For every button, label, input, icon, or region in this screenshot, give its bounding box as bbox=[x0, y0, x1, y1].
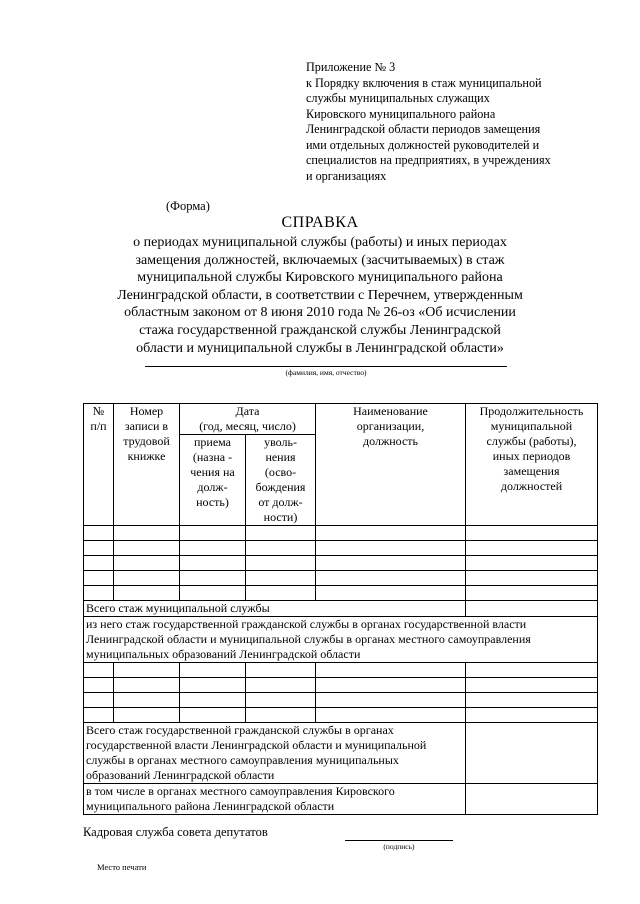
header-num-text: № п/п bbox=[90, 404, 107, 433]
document-title: СПРАВКА bbox=[281, 214, 359, 231]
header-date bbox=[180, 404, 316, 435]
header-org-text: Наименование организации, должность bbox=[353, 404, 428, 448]
annex-line: Ленинградской области периодов замещения bbox=[306, 122, 541, 136]
header-record bbox=[114, 404, 180, 526]
form-label: (Форма) bbox=[166, 199, 210, 213]
table-row bbox=[84, 556, 598, 571]
annex-block bbox=[306, 60, 596, 184]
table-row bbox=[84, 693, 598, 708]
header-end bbox=[246, 435, 316, 526]
fio-caption: (фамилия, имя, отчество) bbox=[285, 368, 367, 377]
table-row bbox=[84, 663, 598, 678]
kirov-local-row bbox=[84, 784, 598, 815]
table-row bbox=[84, 571, 598, 586]
subtitle-line: области и муниципальной службы в Ленинградской области» bbox=[136, 340, 504, 356]
document-subtitle bbox=[0, 234, 640, 357]
signature-line bbox=[345, 840, 453, 841]
state-section-text: из него стаж государственной гражданской службы в органах государственной власти Ленинградской области и муниципальной службы в органах местного самоуправления муниципальных образований Ленинградской области bbox=[86, 617, 531, 661]
header-date-text: Дата (год, месяц, число) bbox=[199, 404, 296, 433]
total-state-text: Всего стаж государственной гражданской службы в органах государственной власти Ленинградской области и муниципальной службы в органах местного самоуправления муниципальных образований Ленинградской области bbox=[86, 723, 427, 782]
annex-line: к Порядку включения в стаж муниципальной bbox=[306, 75, 542, 90]
state-section-header bbox=[84, 617, 598, 663]
header-org bbox=[316, 404, 466, 526]
total-municipal-label: Всего стаж муниципальной службы bbox=[84, 601, 466, 617]
total-state-value bbox=[466, 723, 598, 784]
table-row bbox=[84, 586, 598, 601]
table-row bbox=[84, 526, 598, 541]
fio-line bbox=[145, 366, 507, 367]
signature-caption: (подпись) bbox=[383, 842, 415, 851]
subtitle-line: областным законом от 8 июня 2010 года № 26-оз «Об исчислении bbox=[124, 305, 516, 321]
hr-service-label: Кадровая служба совета депутатов bbox=[83, 825, 268, 839]
subtitle-line: о периодах муниципальной службы (работы) и иных периодах bbox=[133, 235, 507, 250]
annex-line: Кировского муниципального района bbox=[306, 106, 496, 121]
seal-place-label: Место печати bbox=[97, 862, 147, 872]
header-num bbox=[84, 404, 114, 526]
subtitle-line: замещения должностей, включаемых (засчитываемых) в стаж bbox=[135, 252, 505, 268]
table-row bbox=[84, 541, 598, 556]
header-record-text: Номер записи в трудовой книжке bbox=[123, 404, 170, 463]
table-row bbox=[84, 708, 598, 723]
annex-line: ими отдельных должностей руководителей и bbox=[306, 137, 540, 152]
header-duration bbox=[466, 404, 598, 526]
annex-line: Приложение № 3 bbox=[306, 60, 396, 74]
header-end-text: уволь- нения (осво- бождения от долж- ности) bbox=[255, 435, 306, 524]
total-municipal-value bbox=[466, 601, 598, 617]
subtitle-line: муниципальной службы Кировского муниципального района bbox=[137, 270, 503, 286]
subtitle-line: стажа государственной гражданской службы Ленинградской bbox=[139, 322, 501, 338]
annex-line: специалистов на предприятиях, в учреждениях bbox=[306, 153, 551, 167]
total-state-row bbox=[84, 723, 598, 784]
kirov-local-text: в том числе в органах местного самоуправления Кировского муниципального района Ленинградской области bbox=[86, 784, 395, 813]
annex-line: и организациях bbox=[306, 168, 387, 183]
total-municipal-row bbox=[84, 601, 598, 617]
header-start-text: приема (назна - чения на долж- ность) bbox=[190, 435, 235, 509]
header-start bbox=[180, 435, 246, 526]
kirov-local-value bbox=[466, 784, 598, 815]
kirov-local-label bbox=[84, 784, 466, 815]
table-row bbox=[84, 678, 598, 693]
subtitle-line: Ленинградской области, в соответствии с Перечнем, утвержденным bbox=[117, 287, 523, 303]
annex-line: службы муниципальных служащих bbox=[306, 91, 490, 105]
total-state-label bbox=[84, 723, 466, 784]
service-table bbox=[83, 403, 598, 815]
state-section-row bbox=[84, 617, 598, 663]
header-duration-text: Продолжительность муниципальной службы (работы), иных периодов замещения должностей bbox=[479, 404, 584, 493]
